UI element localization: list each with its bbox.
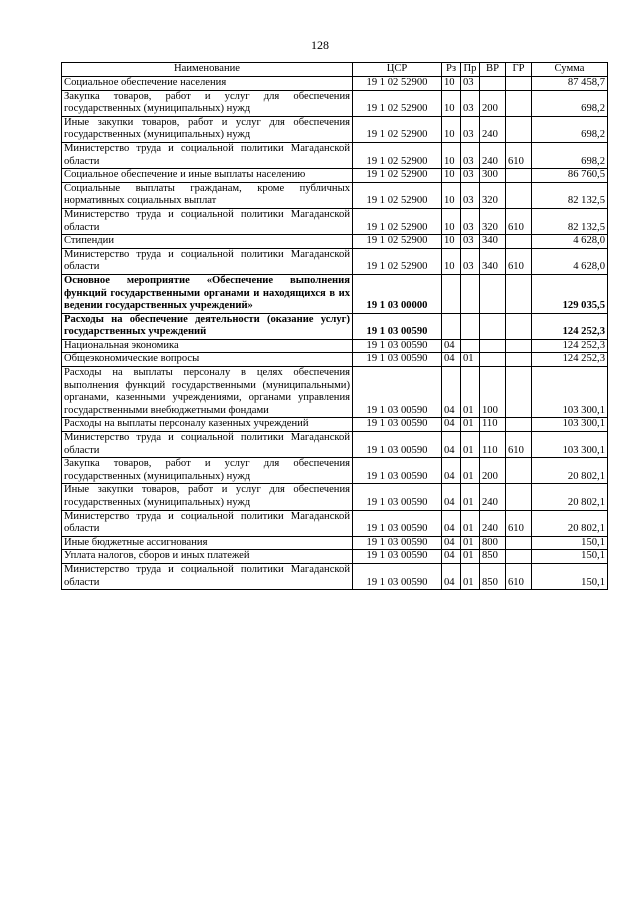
csr-cell: 19 1 03 00590 xyxy=(353,536,442,550)
csr-cell: 19 1 03 00590 xyxy=(353,484,442,510)
rz-cell: 04 xyxy=(442,367,461,418)
gr-cell xyxy=(506,313,532,339)
name-cell: Национальная экономика xyxy=(62,339,353,353)
vr-cell: 300 xyxy=(480,169,506,183)
name-cell: Иные закупки товаров, работ и услуг для обеспечения государственных (муниципальных) нужд xyxy=(62,116,353,142)
pr-cell: 03 xyxy=(461,90,480,116)
name-cell: Расходы на обеспечение деятельности (оказание услуг) государственных учреждений xyxy=(62,313,353,339)
rz-cell: 04 xyxy=(442,510,461,536)
table-row xyxy=(62,418,608,432)
vr-cell: 200 xyxy=(480,90,506,116)
table-row xyxy=(62,313,608,339)
pr-cell: 03 xyxy=(461,77,480,91)
pr-cell: 03 xyxy=(461,142,480,168)
vr-cell: 200 xyxy=(480,458,506,484)
pr-cell: 01 xyxy=(461,563,480,589)
rz-cell: 04 xyxy=(442,484,461,510)
sum-cell: 150,1 xyxy=(532,563,608,589)
page-number: 128 xyxy=(311,38,329,52)
vr-cell xyxy=(480,274,506,313)
vr-cell: 320 xyxy=(480,208,506,234)
header-rz: Рз xyxy=(442,63,461,77)
sum-cell: 86 760,5 xyxy=(532,169,608,183)
table-row xyxy=(62,458,608,484)
vr-cell: 100 xyxy=(480,367,506,418)
rz-cell: 04 xyxy=(442,353,461,367)
budget-table xyxy=(61,62,608,590)
gr-cell xyxy=(506,169,532,183)
vr-cell xyxy=(480,313,506,339)
table-row xyxy=(62,536,608,550)
csr-cell: 19 1 03 00590 xyxy=(353,458,442,484)
sum-cell: 698,2 xyxy=(532,142,608,168)
vr-cell xyxy=(480,77,506,91)
csr-cell: 19 1 02 52900 xyxy=(353,90,442,116)
name-cell: Уплата налогов, сборов и иных платежей xyxy=(62,550,353,564)
table-row xyxy=(62,116,608,142)
rz-cell: 10 xyxy=(442,248,461,274)
rz-cell xyxy=(442,274,461,313)
gr-cell: 610 xyxy=(506,142,532,168)
sum-cell: 124 252,3 xyxy=(532,313,608,339)
pr-cell: 03 xyxy=(461,116,480,142)
header-gr: ГР xyxy=(506,63,532,77)
vr-cell: 850 xyxy=(480,550,506,564)
header-row xyxy=(62,63,608,77)
sum-cell: 20 802,1 xyxy=(532,458,608,484)
table-row xyxy=(62,208,608,234)
header-pr: Пр xyxy=(461,63,480,77)
pr-cell: 03 xyxy=(461,248,480,274)
sum-cell: 82 132,5 xyxy=(532,182,608,208)
vr-cell: 850 xyxy=(480,563,506,589)
table-row xyxy=(62,484,608,510)
vr-cell: 320 xyxy=(480,182,506,208)
gr-cell xyxy=(506,235,532,249)
pr-cell: 01 xyxy=(461,367,480,418)
rz-cell: 04 xyxy=(442,563,461,589)
csr-cell: 19 1 03 00590 xyxy=(353,550,442,564)
name-cell: Министерство труда и социальной политики Магаданской области xyxy=(62,248,353,274)
vr-cell: 240 xyxy=(480,142,506,168)
csr-cell: 19 1 02 52900 xyxy=(353,235,442,249)
table-row xyxy=(62,235,608,249)
pr-cell: 01 xyxy=(461,432,480,458)
sum-cell: 698,2 xyxy=(532,90,608,116)
vr-cell xyxy=(480,339,506,353)
sum-cell: 698,2 xyxy=(532,116,608,142)
csr-cell: 19 1 02 52900 xyxy=(353,182,442,208)
rz-cell: 10 xyxy=(442,235,461,249)
gr-cell: 610 xyxy=(506,248,532,274)
sum-cell: 124 252,3 xyxy=(532,339,608,353)
name-cell: Основное мероприятие «Обеспечение выполнения функций государственными органами и находящихся в их ведении государственных учреждений» xyxy=(62,274,353,313)
vr-cell: 240 xyxy=(480,510,506,536)
name-cell: Закупка товаров, работ и услуг для обеспечения государственных (муниципальных) нужд xyxy=(62,90,353,116)
table-header xyxy=(62,63,608,77)
csr-cell: 19 1 02 52900 xyxy=(353,116,442,142)
pr-cell: 03 xyxy=(461,169,480,183)
sum-cell: 103 300,1 xyxy=(532,432,608,458)
name-cell: Расходы на выплаты персоналу казенных учреждений xyxy=(62,418,353,432)
table-row xyxy=(62,353,608,367)
pr-cell: 01 xyxy=(461,550,480,564)
table-row xyxy=(62,77,608,91)
vr-cell: 340 xyxy=(480,248,506,274)
rz-cell: 04 xyxy=(442,339,461,353)
gr-cell xyxy=(506,116,532,142)
csr-cell: 19 1 03 00000 xyxy=(353,274,442,313)
table-row xyxy=(62,90,608,116)
gr-cell: 610 xyxy=(506,510,532,536)
table-body xyxy=(62,77,608,590)
name-cell: Общеэкономические вопросы xyxy=(62,353,353,367)
csr-cell: 19 1 03 00590 xyxy=(353,353,442,367)
sum-cell: 4 628,0 xyxy=(532,248,608,274)
name-cell: Расходы на выплаты персоналу в целях обеспечения выполнения функций государственными (муниципальными) органами, казенными учреждениями, органами управления государственными внебюджетными фондами xyxy=(62,367,353,418)
vr-cell: 110 xyxy=(480,418,506,432)
table-row xyxy=(62,274,608,313)
name-cell: Министерство труда и социальной политики Магаданской области xyxy=(62,563,353,589)
pr-cell xyxy=(461,313,480,339)
pr-cell: 03 xyxy=(461,182,480,208)
header-vr: ВР xyxy=(480,63,506,77)
pr-cell xyxy=(461,339,480,353)
rz-cell: 10 xyxy=(442,208,461,234)
rz-cell: 10 xyxy=(442,182,461,208)
sum-cell: 150,1 xyxy=(532,536,608,550)
vr-cell: 240 xyxy=(480,484,506,510)
vr-cell xyxy=(480,353,506,367)
gr-cell xyxy=(506,77,532,91)
gr-cell xyxy=(506,90,532,116)
csr-cell: 19 1 02 52900 xyxy=(353,142,442,168)
sum-cell: 103 300,1 xyxy=(532,418,608,432)
name-cell: Иные бюджетные ассигнования xyxy=(62,536,353,550)
pr-cell: 01 xyxy=(461,353,480,367)
gr-cell xyxy=(506,536,532,550)
csr-cell: 19 1 03 00590 xyxy=(353,313,442,339)
rz-cell: 10 xyxy=(442,77,461,91)
gr-cell xyxy=(506,182,532,208)
gr-cell xyxy=(506,339,532,353)
pr-cell: 01 xyxy=(461,510,480,536)
name-cell: Стипендии xyxy=(62,235,353,249)
pr-cell xyxy=(461,274,480,313)
pr-cell: 01 xyxy=(461,536,480,550)
pr-cell: 01 xyxy=(461,484,480,510)
csr-cell: 19 1 03 00590 xyxy=(353,418,442,432)
rz-cell: 04 xyxy=(442,432,461,458)
name-cell: Социальные выплаты гражданам, кроме публичных нормативных социальных выплат xyxy=(62,182,353,208)
pr-cell: 03 xyxy=(461,208,480,234)
csr-cell: 19 1 03 00590 xyxy=(353,367,442,418)
sum-cell: 4 628,0 xyxy=(532,235,608,249)
csr-cell: 19 1 02 52900 xyxy=(353,169,442,183)
gr-cell: 610 xyxy=(506,432,532,458)
name-cell: Иные закупки товаров, работ и услуг для обеспечения государственных (муниципальных) нужд xyxy=(62,484,353,510)
name-cell: Министерство труда и социальной политики Магаданской области xyxy=(62,510,353,536)
header-sum: Сумма xyxy=(532,63,608,77)
rz-cell: 04 xyxy=(442,536,461,550)
table-row xyxy=(62,367,608,418)
sum-cell: 103 300,1 xyxy=(532,367,608,418)
pr-cell: 01 xyxy=(461,458,480,484)
name-cell: Социальное обеспечение населения xyxy=(62,77,353,91)
rz-cell: 10 xyxy=(442,116,461,142)
csr-cell: 19 1 03 00590 xyxy=(353,339,442,353)
rz-cell: 04 xyxy=(442,550,461,564)
pr-cell: 01 xyxy=(461,418,480,432)
name-cell: Министерство труда и социальной политики Магаданской области xyxy=(62,432,353,458)
vr-cell: 340 xyxy=(480,235,506,249)
table-row xyxy=(62,432,608,458)
table-row xyxy=(62,339,608,353)
csr-cell: 19 1 03 00590 xyxy=(353,563,442,589)
sum-cell: 82 132,5 xyxy=(532,208,608,234)
csr-cell: 19 1 03 00590 xyxy=(353,510,442,536)
table-row xyxy=(62,182,608,208)
sum-cell: 129 035,5 xyxy=(532,274,608,313)
gr-cell xyxy=(506,353,532,367)
gr-cell xyxy=(506,458,532,484)
table-row xyxy=(62,248,608,274)
table-row xyxy=(62,142,608,168)
table-row xyxy=(62,510,608,536)
rz-cell: 10 xyxy=(442,169,461,183)
csr-cell: 19 1 02 52900 xyxy=(353,77,442,91)
gr-cell xyxy=(506,418,532,432)
vr-cell: 240 xyxy=(480,116,506,142)
gr-cell xyxy=(506,367,532,418)
csr-cell: 19 1 02 52900 xyxy=(353,248,442,274)
table-row xyxy=(62,563,608,589)
name-cell: Закупка товаров, работ и услуг для обеспечения государственных (муниципальных) нужд xyxy=(62,458,353,484)
name-cell: Социальное обеспечение и иные выплаты населению xyxy=(62,169,353,183)
rz-cell: 10 xyxy=(442,90,461,116)
header-name: Наименование xyxy=(62,63,353,77)
sum-cell: 20 802,1 xyxy=(532,484,608,510)
csr-cell: 19 1 02 52900 xyxy=(353,208,442,234)
vr-cell: 110 xyxy=(480,432,506,458)
table-row xyxy=(62,169,608,183)
table-row xyxy=(62,550,608,564)
name-cell: Министерство труда и социальной политики Магаданской области xyxy=(62,208,353,234)
gr-cell: 610 xyxy=(506,563,532,589)
csr-cell: 19 1 03 00590 xyxy=(353,432,442,458)
gr-cell xyxy=(506,484,532,510)
sum-cell: 124 252,3 xyxy=(532,353,608,367)
name-cell: Министерство труда и социальной политики Магаданской области xyxy=(62,142,353,168)
gr-cell xyxy=(506,274,532,313)
rz-cell: 04 xyxy=(442,418,461,432)
sum-cell: 87 458,7 xyxy=(532,77,608,91)
rz-cell: 04 xyxy=(442,458,461,484)
sum-cell: 20 802,1 xyxy=(532,510,608,536)
header-csr: ЦСР xyxy=(353,63,442,77)
pr-cell: 03 xyxy=(461,235,480,249)
rz-cell xyxy=(442,313,461,339)
sum-cell: 150,1 xyxy=(532,550,608,564)
gr-cell xyxy=(506,550,532,564)
rz-cell: 10 xyxy=(442,142,461,168)
gr-cell: 610 xyxy=(506,208,532,234)
vr-cell: 800 xyxy=(480,536,506,550)
